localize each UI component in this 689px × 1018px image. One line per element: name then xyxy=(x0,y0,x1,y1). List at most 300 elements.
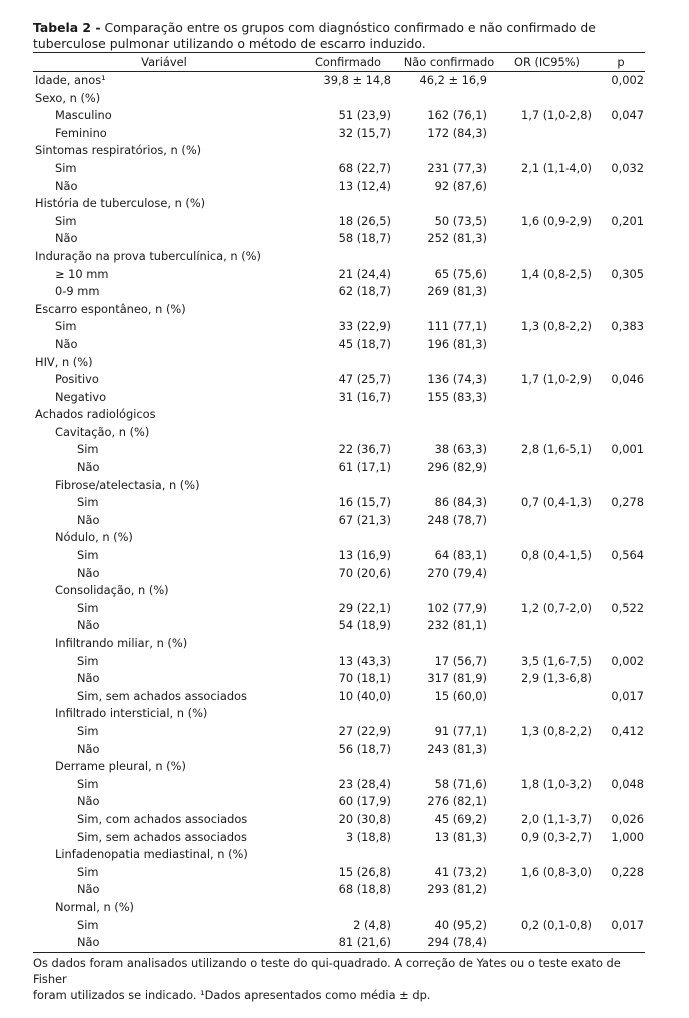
table-footnote xyxy=(33,955,645,1003)
cell-confirmado xyxy=(295,582,401,600)
cell-or: 2,1 (1,1-4,0) xyxy=(521,160,592,175)
cell-nao-confirmado: 65 (75,6) xyxy=(434,266,487,281)
cell-nao-confirmado: 136 (74,3) xyxy=(427,372,487,387)
cell-p xyxy=(597,881,645,899)
cell-p xyxy=(597,529,645,547)
table-row xyxy=(33,582,645,600)
cell-p xyxy=(597,389,645,407)
cell-or xyxy=(497,72,597,90)
table-header xyxy=(33,53,645,72)
cell-nao-confirmado: 296 (82,9) xyxy=(427,460,487,475)
table-row xyxy=(33,477,645,495)
cell-nao-confirmado: 46,2 ± 16,9 xyxy=(419,73,487,87)
cell-variable: Sexo, n (%) xyxy=(35,90,101,105)
cell-p xyxy=(597,195,645,213)
cell-nao-confirmado xyxy=(401,195,497,213)
cell-confirmado xyxy=(295,424,401,442)
cell-confirmado: 58 (18,7) xyxy=(338,231,391,246)
cell-nao-confirmado: 64 (83,1) xyxy=(434,548,487,563)
cell-variable: Sintomas respiratórios, n (%) xyxy=(35,143,202,158)
cell-variable: Idade, anos¹ xyxy=(35,73,106,87)
header-row xyxy=(33,53,645,72)
cell-confirmado xyxy=(295,90,401,108)
cell-p: 0,002 xyxy=(611,653,644,668)
cell-nao-confirmado: 252 (81,3) xyxy=(427,231,487,246)
table-row xyxy=(33,723,645,741)
cell-variable: Sim xyxy=(77,548,99,563)
cell-confirmado: 39,8 ± 14,8 xyxy=(323,73,391,87)
cell-or: 3,5 (1,6-7,5) xyxy=(521,653,592,668)
cell-or xyxy=(497,705,597,723)
table-row xyxy=(33,195,645,213)
cell-variable: Negativo xyxy=(55,389,107,404)
cell-confirmado xyxy=(295,301,401,319)
cell-variable: Sim xyxy=(55,319,77,334)
cell-or xyxy=(497,529,597,547)
cell-variable: Não xyxy=(77,741,100,756)
cell-nao-confirmado xyxy=(401,705,497,723)
cell-variable: Não xyxy=(55,336,78,351)
cell-nao-confirmado xyxy=(401,354,497,372)
cell-p: 0,228 xyxy=(611,864,644,879)
cell-confirmado: 2 (4,8) xyxy=(353,917,391,932)
cell-or xyxy=(497,582,597,600)
cell-variable: Feminino xyxy=(55,125,107,140)
cell-p xyxy=(597,670,645,688)
table-row xyxy=(33,441,645,459)
cell-variable: Não xyxy=(55,231,78,246)
cell-p xyxy=(597,477,645,495)
cell-p: 0,412 xyxy=(611,723,644,738)
cell-nao-confirmado: 231 (77,3) xyxy=(427,160,487,175)
cell-or xyxy=(497,125,597,143)
cell-p xyxy=(597,565,645,583)
table-row xyxy=(33,829,645,847)
footnote-line-1: Os dados foram analisados utilizando o teste do qui-quadrado. A correção de Yates ou o teste exato de Fisher xyxy=(33,955,621,986)
table-row xyxy=(33,670,645,688)
cell-variable: Sim xyxy=(77,600,99,615)
cell-confirmado: 56 (18,7) xyxy=(338,741,391,756)
cell-confirmado: 81 (21,6) xyxy=(295,934,401,952)
cell-variable: Sim xyxy=(77,776,99,791)
cell-variable: Sim xyxy=(55,160,77,175)
cell-p: 0,001 xyxy=(611,442,644,457)
cell-nao-confirmado: 17 (56,7) xyxy=(434,653,487,668)
table-row xyxy=(33,142,645,160)
cell-or xyxy=(497,424,597,442)
cell-confirmado: 68 (18,8) xyxy=(338,882,391,897)
cell-nao-confirmado xyxy=(401,142,497,160)
cell-or: 2,0 (1,1-3,7) xyxy=(521,811,592,826)
cell-or xyxy=(497,565,597,583)
table-row xyxy=(33,617,645,635)
cell-nao-confirmado: 50 (73,5) xyxy=(434,213,487,228)
comparison-table xyxy=(33,53,645,953)
cell-p xyxy=(597,406,645,424)
table-row xyxy=(33,354,645,372)
cell-or xyxy=(497,741,597,759)
cell-confirmado xyxy=(295,248,401,266)
cell-p xyxy=(597,178,645,196)
cell-confirmado: 62 (18,7) xyxy=(338,284,391,299)
cell-p: 0,017 xyxy=(611,917,644,932)
cell-or xyxy=(497,635,597,653)
cell-p xyxy=(597,125,645,143)
table-row xyxy=(33,336,645,354)
cell-variable: Sim xyxy=(77,864,99,879)
cell-nao-confirmado: 91 (77,1) xyxy=(434,723,487,738)
cell-confirmado: 20 (30,8) xyxy=(338,811,391,826)
cell-variable: Infiltrando miliar, n (%) xyxy=(55,636,188,650)
cell-confirmado xyxy=(295,477,401,495)
cell-nao-confirmado: 41 (73,2) xyxy=(434,864,487,879)
cell-p xyxy=(597,899,645,917)
cell-variable: Sim xyxy=(77,442,99,457)
cell-confirmado: 22 (36,7) xyxy=(338,442,391,457)
table-row xyxy=(33,934,645,952)
cell-p xyxy=(597,582,645,600)
cell-p: 0,522 xyxy=(611,600,644,615)
cell-confirmado xyxy=(295,529,401,547)
cell-confirmado: 13 (12,4) xyxy=(338,178,391,193)
table-caption xyxy=(33,20,645,52)
cell-p: 0,046 xyxy=(611,372,644,387)
header-p: p xyxy=(597,53,645,72)
cell-or: 1,8 (1,0-3,2) xyxy=(521,776,592,791)
cell-p: 0,017 xyxy=(611,688,644,703)
header-nao-confirmado: Não confirmado xyxy=(401,53,497,72)
cell-confirmado: 47 (25,7) xyxy=(338,372,391,387)
cell-or: 1,3 (0,8-2,2) xyxy=(521,319,592,334)
cell-confirmado: 23 (28,4) xyxy=(338,776,391,791)
cell-confirmado: 54 (18,9) xyxy=(338,618,391,633)
cell-or: 1,3 (0,8-2,2) xyxy=(521,723,592,738)
cell-variable: Não xyxy=(77,618,100,633)
table-row xyxy=(33,389,645,407)
cell-nao-confirmado: 270 (79,4) xyxy=(427,565,487,580)
cell-nao-confirmado: 102 (77,9) xyxy=(427,600,487,615)
table-row xyxy=(33,529,645,547)
cell-variable: Não xyxy=(55,178,78,193)
cell-p: 0,032 xyxy=(611,160,644,175)
header-or: OR (IC95%) xyxy=(497,53,597,72)
cell-p xyxy=(597,336,645,354)
cell-or: 2,9 (1,3-6,8) xyxy=(521,671,592,686)
cell-p: 0,278 xyxy=(611,495,644,510)
cell-p xyxy=(597,846,645,864)
cell-nao-confirmado xyxy=(401,477,497,495)
cell-variable: Linfadenopatia mediastinal, n (%) xyxy=(55,847,248,862)
cell-confirmado: 70 (18,1) xyxy=(338,671,391,686)
cell-variable: Não xyxy=(77,460,100,475)
cell-or: 1,6 (0,8-3,0) xyxy=(521,864,592,879)
cell-nao-confirmado: 40 (95,2) xyxy=(434,917,487,932)
cell-confirmado xyxy=(295,899,401,917)
cell-nao-confirmado: 92 (87,6) xyxy=(434,178,487,193)
header-confirmado: Confirmado xyxy=(295,53,401,72)
cell-nao-confirmado: 162 (76,1) xyxy=(427,108,487,123)
cell-nao-confirmado xyxy=(401,846,497,864)
cell-nao-confirmado: 269 (81,3) xyxy=(427,284,487,299)
cell-or xyxy=(497,354,597,372)
table-row xyxy=(33,600,645,618)
cell-nao-confirmado xyxy=(401,635,497,653)
cell-variable: 0-9 mm xyxy=(55,284,100,299)
table-row xyxy=(33,178,645,196)
cell-variable: Não xyxy=(77,671,100,686)
cell-variable: Sim xyxy=(77,653,99,668)
cell-or xyxy=(497,459,597,477)
cell-or xyxy=(497,406,597,424)
cell-nao-confirmado xyxy=(401,301,497,319)
cell-p: 0,564 xyxy=(611,548,644,563)
table-row xyxy=(33,864,645,882)
cell-confirmado: 60 (17,9) xyxy=(338,794,391,809)
cell-nao-confirmado xyxy=(401,758,497,776)
table-row xyxy=(33,424,645,442)
cell-or: 1,2 (0,7-2,0) xyxy=(521,600,592,615)
table-document xyxy=(33,20,645,1003)
cell-variable: Não xyxy=(77,565,100,580)
cell-variable: Fibrose/atelectasia, n (%) xyxy=(55,477,200,492)
cell-or: 0,2 (0,1-0,8) xyxy=(521,917,592,932)
table-row xyxy=(33,899,645,917)
cell-or xyxy=(497,248,597,266)
table-row xyxy=(33,266,645,284)
cell-p: 0,383 xyxy=(611,319,644,334)
table-row xyxy=(33,881,645,899)
cell-confirmado xyxy=(295,758,401,776)
cell-confirmado: 68 (22,7) xyxy=(338,160,391,175)
table-row xyxy=(33,741,645,759)
cell-nao-confirmado: 58 (71,6) xyxy=(434,776,487,791)
cell-variable: Não xyxy=(33,934,295,952)
cell-p xyxy=(597,283,645,301)
cell-p: 0,047 xyxy=(611,108,644,123)
cell-nao-confirmado xyxy=(401,248,497,266)
cell-variable: Sim xyxy=(77,917,99,932)
cell-nao-confirmado: 317 (81,9) xyxy=(427,671,487,686)
cell-p xyxy=(597,635,645,653)
cell-or xyxy=(497,881,597,899)
cell-nao-confirmado: 13 (81,3) xyxy=(434,829,487,844)
cell-or: 0,9 (0,3-2,7) xyxy=(521,829,592,844)
cell-nao-confirmado: 248 (78,7) xyxy=(427,512,487,527)
table-row xyxy=(33,758,645,776)
table-row xyxy=(33,635,645,653)
cell-confirmado: 21 (24,4) xyxy=(338,266,391,281)
cell-p xyxy=(597,248,645,266)
cell-or xyxy=(497,758,597,776)
cell-or: 1,4 (0,8-2,5) xyxy=(521,266,592,281)
cell-p xyxy=(597,705,645,723)
table-row xyxy=(33,160,645,178)
table-row xyxy=(33,512,645,530)
cell-nao-confirmado: 276 (82,1) xyxy=(427,794,487,809)
cell-nao-confirmado: 45 (69,2) xyxy=(434,811,487,826)
table-body xyxy=(33,72,645,953)
table-row xyxy=(33,793,645,811)
cell-or xyxy=(497,793,597,811)
table-row xyxy=(33,406,645,424)
cell-or xyxy=(497,195,597,213)
cell-confirmado: 3 (18,8) xyxy=(345,829,391,844)
cell-confirmado: 45 (18,7) xyxy=(338,336,391,351)
table-row xyxy=(33,811,645,829)
cell-or xyxy=(497,389,597,407)
cell-nao-confirmado: 172 (84,3) xyxy=(427,125,487,140)
cell-confirmado: 29 (22,1) xyxy=(338,600,391,615)
cell-confirmado xyxy=(295,705,401,723)
cell-variable: Cavitação, n (%) xyxy=(55,424,150,439)
cell-confirmado: 10 (40,0) xyxy=(338,688,391,703)
table-row xyxy=(33,705,645,723)
table-row xyxy=(33,917,645,935)
cell-nao-confirmado: 15 (60,0) xyxy=(434,688,487,703)
cell-variable: Não xyxy=(77,882,100,897)
cell-confirmado: 32 (15,7) xyxy=(338,125,391,140)
cell-or: 1,7 (1,0-2,8) xyxy=(521,108,592,123)
cell-nao-confirmado: 86 (84,3) xyxy=(434,495,487,510)
cell-or xyxy=(497,301,597,319)
cell-p xyxy=(597,793,645,811)
cell-variable: Não xyxy=(77,512,100,527)
cell-confirmado xyxy=(295,406,401,424)
table-row xyxy=(33,776,645,794)
cell-confirmado xyxy=(295,635,401,653)
cell-confirmado: 31 (16,7) xyxy=(338,389,391,404)
cell-or xyxy=(497,142,597,160)
cell-variable: Infiltrado intersticial, n (%) xyxy=(55,706,208,721)
table-row xyxy=(33,459,645,477)
cell-or xyxy=(497,846,597,864)
cell-variable: Sim xyxy=(77,495,99,510)
cell-or xyxy=(497,899,597,917)
table-row xyxy=(33,230,645,248)
cell-nao-confirmado xyxy=(401,582,497,600)
table-row xyxy=(33,653,645,671)
cell-or xyxy=(497,477,597,495)
cell-variable: Sim xyxy=(77,723,99,738)
cell-nao-confirmado xyxy=(401,90,497,108)
cell-or: 0,8 (0,4-1,5) xyxy=(521,548,592,563)
cell-nao-confirmado: 232 (81,1) xyxy=(427,618,487,633)
table-row xyxy=(33,72,645,90)
cell-p xyxy=(597,142,645,160)
table-row xyxy=(33,547,645,565)
table-row xyxy=(33,494,645,512)
cell-p: 0,305 xyxy=(611,266,644,281)
table-row xyxy=(33,248,645,266)
cell-or xyxy=(497,934,597,952)
cell-confirmado: 67 (21,3) xyxy=(338,512,391,527)
cell-confirmado: 27 (22,9) xyxy=(338,723,391,738)
cell-or: 1,6 (0,9-2,9) xyxy=(521,213,592,228)
cell-confirmado: 33 (22,9) xyxy=(338,319,391,334)
cell-confirmado: 13 (43,3) xyxy=(338,653,391,668)
cell-or: 1,7 (1,0-2,9) xyxy=(521,372,592,387)
cell-variable: Sim xyxy=(55,213,77,228)
cell-nao-confirmado: 294 (78,4) xyxy=(401,934,497,952)
cell-p xyxy=(597,459,645,477)
table-row xyxy=(33,371,645,389)
cell-nao-confirmado: 38 (63,3) xyxy=(434,442,487,457)
table-row xyxy=(33,846,645,864)
cell-p xyxy=(597,934,645,952)
cell-p: 0,026 xyxy=(611,811,644,826)
cell-nao-confirmado xyxy=(401,529,497,547)
cell-or: 2,8 (1,6-5,1) xyxy=(521,442,592,457)
cell-variable: Não xyxy=(77,794,100,809)
cell-or xyxy=(497,512,597,530)
cell-variable: Induração na prova tuberculínica, n (%) xyxy=(35,248,261,263)
cell-variable: Nódulo, n (%) xyxy=(55,530,133,545)
cell-p xyxy=(597,758,645,776)
cell-variable: História de tuberculose, n (%) xyxy=(35,196,206,211)
cell-variable: Sim, sem achados associados xyxy=(77,829,247,844)
table-row xyxy=(33,565,645,583)
cell-or xyxy=(497,617,597,635)
cell-confirmado: 15 (26,8) xyxy=(338,864,391,879)
table-row xyxy=(33,301,645,319)
cell-variable: HIV, n (%) xyxy=(35,354,93,369)
cell-p: 0,048 xyxy=(611,776,644,791)
table-row xyxy=(33,90,645,108)
cell-p xyxy=(597,741,645,759)
caption-label: Tabela 2 - xyxy=(33,20,101,35)
table-row xyxy=(33,213,645,231)
cell-nao-confirmado: 111 (77,1) xyxy=(427,319,487,334)
cell-confirmado: 61 (17,1) xyxy=(338,460,391,475)
cell-variable: Normal, n (%) xyxy=(55,899,135,914)
cell-p: 1,000 xyxy=(611,829,644,844)
cell-p xyxy=(597,617,645,635)
table-row xyxy=(33,283,645,301)
cell-variable: Achados radiológicos xyxy=(35,407,156,422)
cell-nao-confirmado xyxy=(401,424,497,442)
cell-variable: Consolidação, n (%) xyxy=(55,583,169,598)
cell-nao-confirmado xyxy=(401,899,497,917)
cell-confirmado: 70 (20,6) xyxy=(338,565,391,580)
cell-nao-confirmado xyxy=(401,406,497,424)
cell-variable: ≥ 10 mm xyxy=(55,266,109,281)
cell-variable: Escarro espontâneo, n (%) xyxy=(35,301,186,316)
cell-confirmado xyxy=(295,142,401,160)
cell-p xyxy=(597,301,645,319)
cell-confirmado xyxy=(295,846,401,864)
cell-confirmado xyxy=(295,195,401,213)
cell-or xyxy=(497,230,597,248)
cell-or xyxy=(497,688,597,706)
footnote-line-2: foram utilizados se indicado. ¹Dados apresentados como média ± dp. xyxy=(33,987,431,1002)
caption-text: Comparação entre os grupos com diagnóstico confirmado e não confirmado de tuberculose pulmonar utilizando o método de escarro induzido. xyxy=(33,20,596,51)
cell-p xyxy=(597,512,645,530)
table-row xyxy=(33,125,645,143)
cell-p xyxy=(597,354,645,372)
cell-nao-confirmado: 243 (81,3) xyxy=(427,741,487,756)
table-row xyxy=(33,318,645,336)
cell-nao-confirmado: 196 (81,3) xyxy=(427,336,487,351)
cell-nao-confirmado: 155 (83,3) xyxy=(427,389,487,404)
cell-or: 0,7 (0,4-1,3) xyxy=(521,495,592,510)
cell-p: 0,002 xyxy=(611,73,644,87)
table-row xyxy=(33,688,645,706)
cell-p: 0,201 xyxy=(611,213,644,228)
cell-or xyxy=(497,90,597,108)
header-variavel: Variável xyxy=(33,53,295,72)
cell-or xyxy=(497,178,597,196)
cell-p xyxy=(597,90,645,108)
